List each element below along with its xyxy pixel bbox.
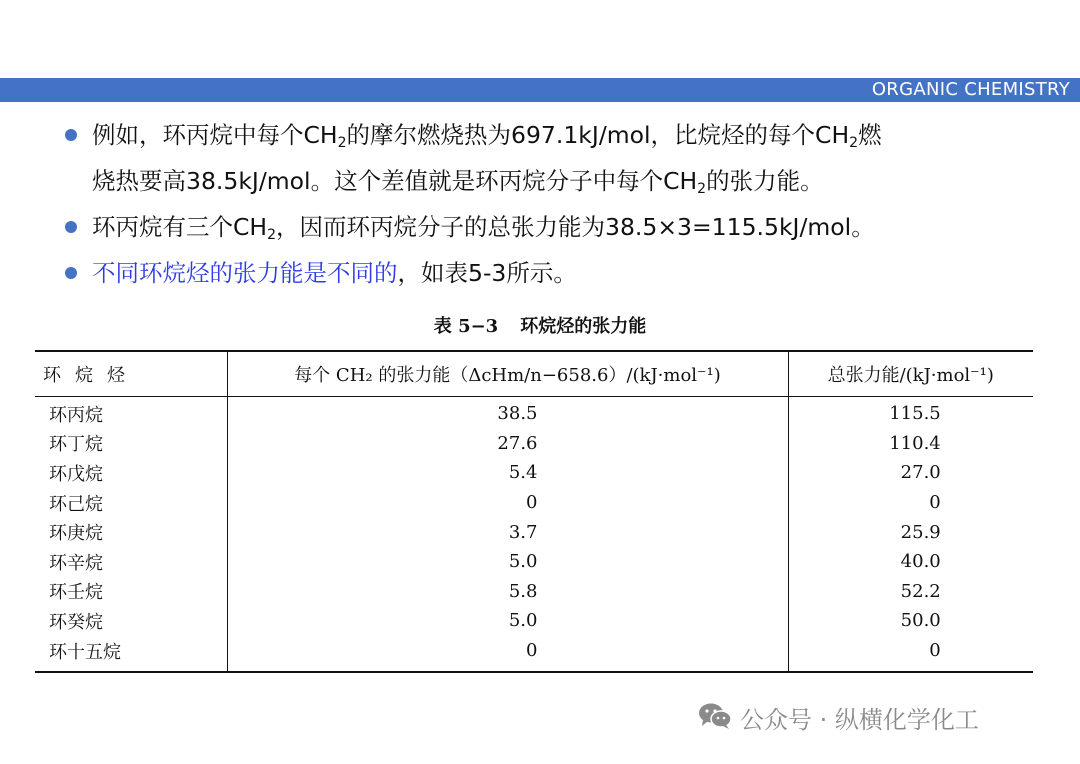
- bullet-item-3: [62, 250, 1062, 296]
- total-strain-cell: [788, 397, 1033, 429]
- cell-value: 0: [526, 492, 538, 514]
- column-header: 总张力能/(kJ·mol⁻¹): [788, 351, 1033, 397]
- bullet-1-text-e: 的张力能。: [706, 167, 824, 195]
- strain-per-ch2-cell: [227, 429, 788, 459]
- bullet-1-text-c: 燃: [858, 121, 882, 149]
- table-row: [35, 636, 1033, 673]
- subscript: 2: [849, 135, 859, 151]
- cell-value: 27.6: [497, 432, 538, 454]
- table-row: [35, 547, 1033, 577]
- strain-per-ch2-cell: [227, 577, 788, 607]
- bullet-1-text-a: 例如，环丙烷中每个CH: [92, 121, 338, 149]
- compound-name-cell: 环壬烷: [49, 582, 103, 604]
- cell-value: 3.7: [508, 521, 538, 543]
- cell-value: 5.8: [508, 580, 538, 602]
- wechat-icon: [698, 702, 732, 740]
- table-row: [35, 429, 1033, 459]
- cell-value: 0: [929, 640, 941, 662]
- total-strain-cell: [788, 517, 1033, 547]
- cell-value: 25.9: [900, 521, 941, 543]
- cell-value: 5.4: [508, 462, 538, 484]
- watermark: [698, 702, 979, 738]
- bullet-2-text-b: ，因而环丙烷分子的总张力能为38.5×3=115.5kJ/mol。: [276, 213, 875, 241]
- strain-per-ch2-cell: [227, 397, 788, 429]
- cell-value: 50.0: [900, 610, 941, 632]
- highlighted-text: 不同环烷烃的张力能是不同的: [92, 259, 398, 287]
- bullet-2-text-a: 环丙烷有三个CH: [92, 213, 268, 241]
- cell-value: 110.4: [889, 432, 941, 454]
- bullet-item-1-continuation: [62, 158, 1062, 204]
- cell-value: 5.0: [508, 551, 538, 573]
- table-header-row: [35, 351, 1033, 397]
- compound-name-cell: 环十五烷: [49, 641, 121, 663]
- compound-name-cell: 环丙烷: [49, 404, 103, 426]
- strain-per-ch2-cell: [227, 488, 788, 518]
- table-row: [35, 488, 1033, 518]
- bullet-dot-icon: [65, 129, 77, 141]
- total-strain-cell: [788, 547, 1033, 577]
- strain-per-ch2-cell: [227, 606, 788, 636]
- compound-name-cell: 环戊烷: [49, 463, 103, 485]
- cell-value: 0: [526, 640, 538, 662]
- table-row: [35, 397, 1033, 429]
- total-strain-cell: [788, 636, 1033, 673]
- bullet-1-text-b: 的摩尔燃烧热为697.1kJ/mol，比烷烃的每个CH: [346, 121, 850, 149]
- cell-value: 115.5: [889, 403, 941, 425]
- bullet-list: [62, 112, 1062, 296]
- watermark-text: 公众号 · 纵横化学化工: [740, 706, 979, 734]
- table-number: 表 5−3: [433, 316, 499, 337]
- compound-name-cell: 环丁烷: [49, 434, 103, 456]
- cell-value: 27.0: [900, 462, 941, 484]
- bullet-1-text-d: 烧热要高38.5kJ/mol。这个差值就是环丙烷分子中每个CH: [92, 167, 698, 195]
- total-strain-cell: [788, 577, 1033, 607]
- table-title: 环烷烃的张力能: [520, 316, 647, 337]
- table-row: [35, 458, 1033, 488]
- total-strain-cell: [788, 458, 1033, 488]
- total-strain-cell: [788, 429, 1033, 459]
- header-bar: [0, 78, 1080, 102]
- table-caption: [0, 312, 1080, 338]
- table-body: [35, 397, 1033, 673]
- strain-per-ch2-cell: [227, 517, 788, 547]
- table-row: [35, 577, 1033, 607]
- strain-energy-table: [35, 350, 1033, 673]
- strain-per-ch2-cell: [227, 458, 788, 488]
- bullet-dot-icon: [65, 267, 77, 279]
- cell-value: 40.0: [900, 551, 941, 573]
- cell-value: 5.0: [508, 610, 538, 632]
- column-header: 每个 CH₂ 的张力能（ΔcHm/n−658.6）/(kJ·mol⁻¹): [227, 351, 788, 397]
- bullet-item-2: [62, 204, 1062, 250]
- header-label: ORGANIC CHEMISTRY: [871, 79, 1070, 100]
- cell-value: 52.2: [900, 580, 941, 602]
- subscript: 2: [267, 227, 277, 243]
- bullet-dot-icon: [65, 221, 77, 233]
- subscript: 2: [337, 135, 347, 151]
- column-header: 环烷烃: [35, 351, 227, 397]
- total-strain-cell: [788, 606, 1033, 636]
- table-row: [35, 517, 1033, 547]
- subscript: 2: [697, 181, 707, 197]
- total-strain-cell: [788, 488, 1033, 518]
- strain-per-ch2-cell: [227, 636, 788, 673]
- bullet-3-text: ，如表5-3所示。: [397, 259, 577, 287]
- bullet-item-1: [62, 112, 1062, 158]
- table-row: [35, 606, 1033, 636]
- compound-name-cell: 环己烷: [49, 493, 103, 515]
- cell-value: 0: [929, 492, 941, 514]
- compound-name-cell: 环辛烷: [49, 552, 103, 574]
- cell-value: 38.5: [497, 403, 538, 425]
- compound-name-cell: 环庚烷: [49, 523, 103, 545]
- compound-name-cell: 环癸烷: [49, 611, 103, 633]
- strain-per-ch2-cell: [227, 547, 788, 577]
